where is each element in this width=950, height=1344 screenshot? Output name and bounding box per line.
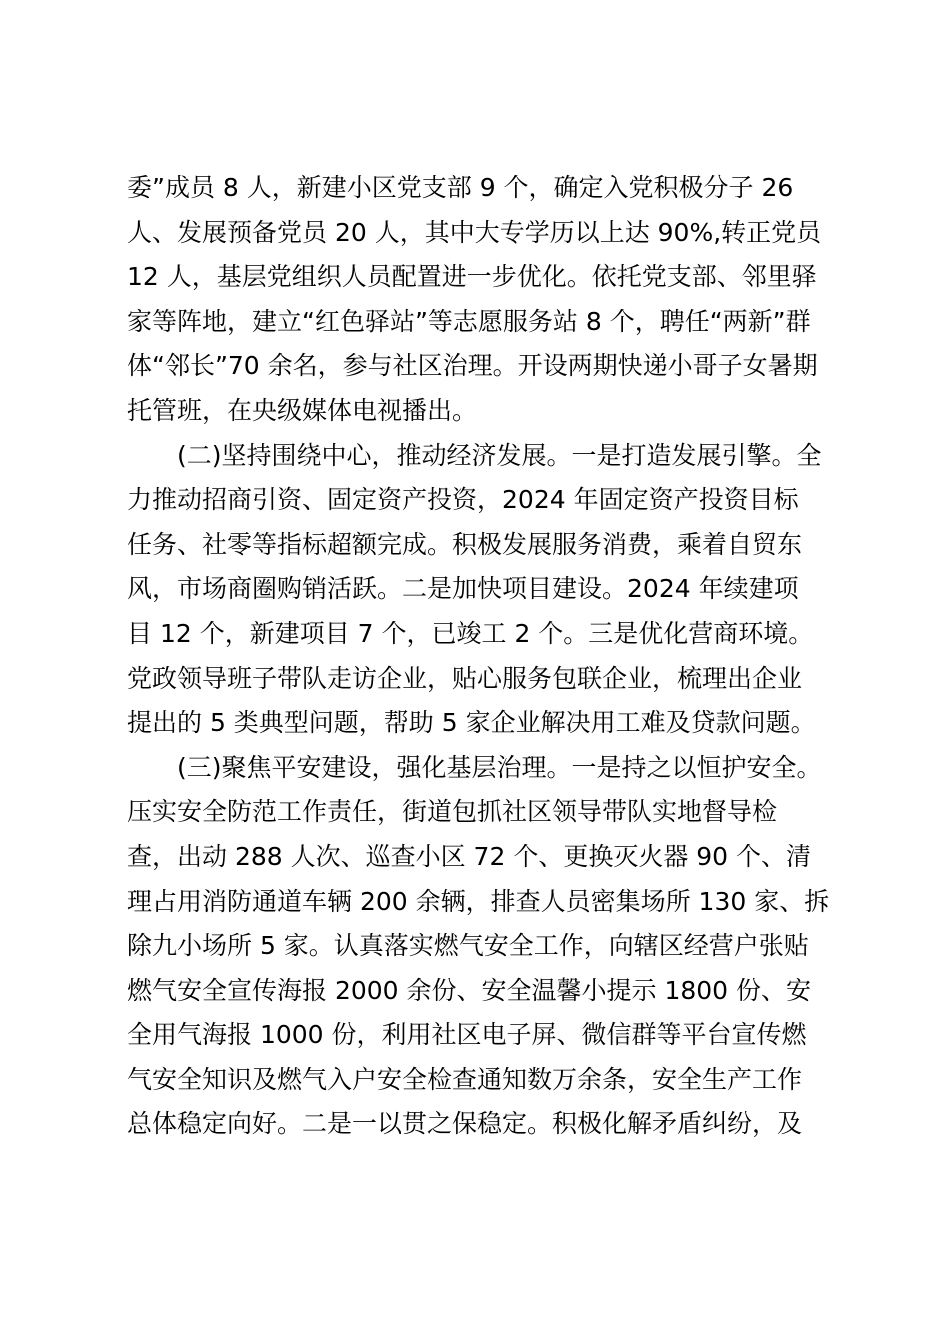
text-line: 全用气海报 1000 份，利用社区电子屏、微信群等平台宣传燃 [127, 1020, 807, 1050]
text-line: 目 12 个，新建项目 7 个，已竣工 2 个。三是优化营商环境。 [127, 618, 814, 648]
text-line: 理占用消防通道车辆 200 余辆，排查人员密集场所 130 家、拆 [127, 886, 830, 916]
text-line: 家等阵地，建立“红色驿站”等志愿服务站 8 个，聘任“两新”群 [127, 306, 811, 336]
text-line: 委”成员 8 人，新建小区党支部 9 个，确定入党积极分子 26 [127, 173, 794, 202]
text-line: 燃气安全宣传海报 2000 余份、安全温馨小提示 1800 份、安 [127, 975, 812, 1005]
text-line: 查，出动 288 人次、巡查小区 72 个、更换灭火器 90 个、清 [127, 841, 812, 871]
text-line: 风，市场商圈购销活跃。二是加快项目建设。2024 年续建项 [127, 574, 799, 604]
body-text [127, 166, 847, 1147]
section-heading-line: (二)坚持围绕中心，推动经济发展。一是打造发展引擎。全 [177, 440, 822, 470]
section-heading-line: (三)聚焦平安建设，强化基层治理。一是持之以恒护安全。 [177, 752, 822, 782]
text-line: 任务、社零等指标超额完成。积极发展服务消费，乘着自贸东 [127, 529, 803, 559]
text-line: 党政领导班子带队走访企业，贴心服务包联企业，梳理出企业 [127, 663, 803, 693]
text-line: 人、发展预备党员 20 人，其中大专学历以上达 90%,转正党员 [127, 217, 822, 247]
text-line: 提出的 5 类典型问题，帮助 5 家企业解决用工难及贷款问题。 [127, 708, 816, 738]
text-line: 托管班，在央级媒体电视播出。 [127, 395, 478, 425]
text-line: 12 人，基层党组织人员配置进一步优化。依托党支部、邻里驿 [127, 262, 817, 292]
text-line: 气安全知识及燃气入户安全检查通知数万余条，安全生产工作 [127, 1064, 803, 1094]
text-line: 压实安全防范工作责任，街道包抓社区领导带队实地督导检 [127, 797, 778, 827]
text-line: 力推动招商引资、固定资产投资，2024 年固定资产投资目标 [127, 485, 799, 515]
text-line: 除九小场所 5 家。认真落实燃气安全工作，向辖区经营户张贴 [127, 931, 809, 961]
text-line: 总体稳定向好。二是一以贯之保稳定。积极化解矛盾纠纷，及 [127, 1109, 803, 1139]
text-line: 体“邻长”70 余名，参与社区治理。开设两期快递小哥子女暑期 [127, 351, 818, 381]
